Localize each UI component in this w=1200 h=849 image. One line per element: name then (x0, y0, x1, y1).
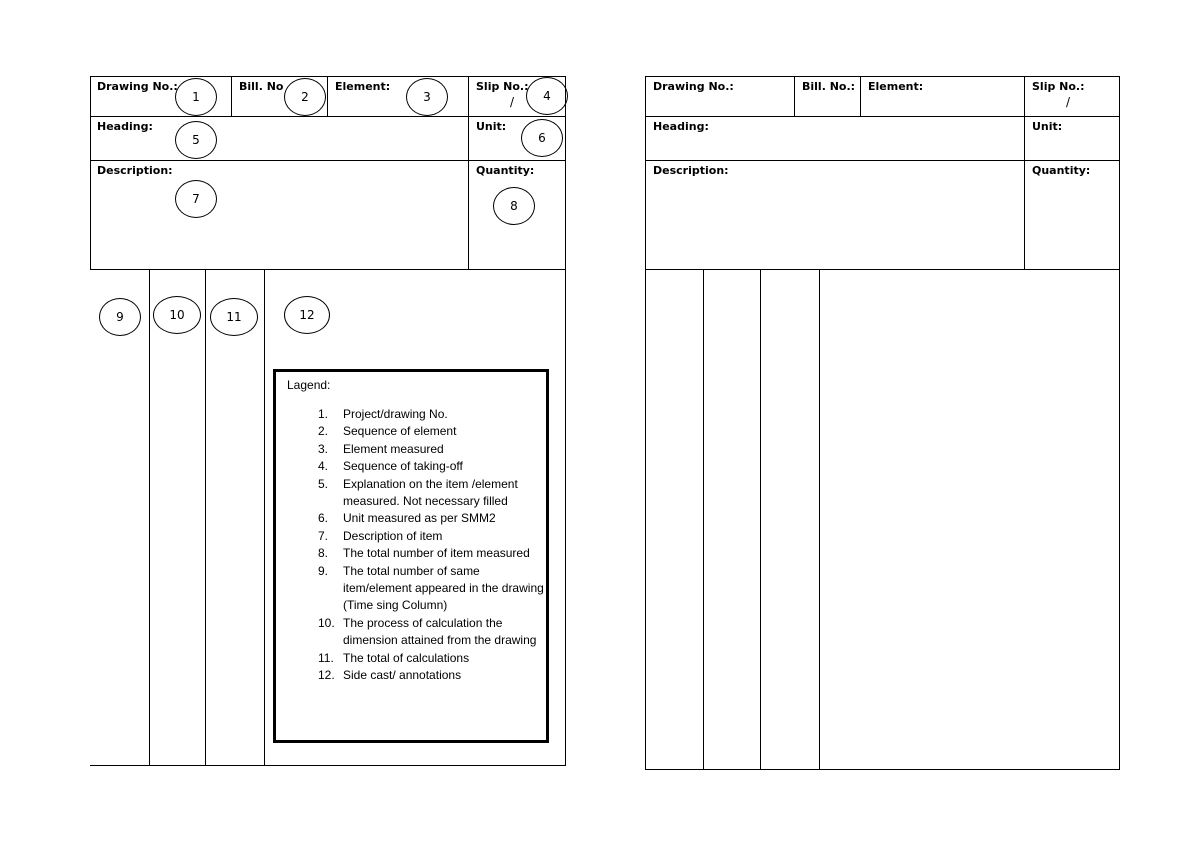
rule (90, 76, 566, 77)
legend-item: 1. Project/drawing No. (318, 407, 448, 421)
rule (819, 269, 820, 770)
rule (794, 76, 795, 117)
unit-label: Unit: (476, 120, 507, 133)
rule (1119, 76, 1120, 770)
heading-label: Heading: (97, 120, 153, 133)
rule (645, 160, 1120, 161)
marker-12: 12 (284, 296, 330, 334)
legend-title: Lagend: (287, 378, 331, 392)
quantity-label: Quantity: (1032, 164, 1091, 177)
rule (645, 269, 1120, 270)
slip-no-label: Slip No.: (1032, 80, 1085, 93)
bill-no-label: Bill. No (239, 80, 284, 93)
marker-1: 1 (175, 78, 217, 116)
marker-5: 5 (175, 121, 217, 159)
marker-6: 6 (521, 119, 563, 157)
description-label: Description: (653, 164, 729, 177)
legend-list (287, 406, 546, 685)
rule (645, 76, 1120, 77)
rule (645, 116, 1120, 117)
legend-item: 8. The total number of item measured (318, 546, 530, 561)
legend-item: 7. Description of item (318, 528, 443, 543)
rule (645, 769, 1120, 770)
legend-item: 6. Unit measured as per SMM2 (318, 511, 496, 526)
legend-box (273, 369, 549, 743)
description-label: Description: (97, 164, 173, 177)
marker-2: 2 (284, 78, 326, 116)
quantity-label: Quantity: (476, 164, 535, 177)
rule (90, 160, 566, 161)
marker-3: 3 (406, 78, 448, 116)
rule (1024, 76, 1025, 270)
marker-11: 11 (210, 298, 258, 336)
legend-item: 12. Side cast/ annotations (318, 668, 462, 683)
rule (90, 765, 566, 766)
rule (264, 269, 265, 766)
slip-slash: / (1066, 95, 1071, 109)
rule (90, 269, 566, 270)
rule (231, 76, 232, 117)
rule (90, 76, 91, 270)
marker-9: 9 (99, 298, 141, 336)
rule (565, 76, 566, 766)
legend-item: 4. Sequence of taking-off (318, 459, 463, 474)
rule (327, 76, 328, 117)
rule (645, 76, 646, 770)
rule (760, 269, 761, 770)
legend-item: 2. Sequence of element (318, 424, 457, 439)
bill-no-label: Bill. No.: (802, 80, 856, 93)
unit-label: Unit: (1032, 120, 1063, 133)
heading-label: Heading: (653, 120, 709, 133)
legend-item: 11. The total of calculations (318, 650, 470, 665)
rule (860, 76, 861, 117)
rule (205, 269, 206, 766)
rule (90, 116, 566, 117)
legend-item: 10. The process of calculation the dimension attained from the drawing (318, 615, 537, 648)
legend-item: 9. The total number of same item/element appeared in the drawing (Time sing Column) (318, 563, 544, 613)
drawing-no-label: Drawing No.: (97, 80, 178, 93)
drawing-no-label: Drawing No.: (653, 80, 734, 93)
legend-item: 3. Element measured (318, 441, 444, 456)
rule (149, 269, 150, 766)
rule (468, 76, 469, 270)
marker-8: 8 (493, 187, 535, 225)
element-label: Element: (868, 80, 924, 93)
marker-4: 4 (526, 77, 568, 115)
slip-slash: / (510, 95, 515, 109)
marker-10: 10 (153, 296, 201, 334)
element-label: Element: (335, 80, 391, 93)
rule (703, 269, 704, 770)
legend-item: 5. Explanation on the item /element measured. Not necessary filled (318, 476, 518, 509)
slip-no-label: Slip No.: (476, 80, 529, 93)
marker-7: 7 (175, 180, 217, 218)
